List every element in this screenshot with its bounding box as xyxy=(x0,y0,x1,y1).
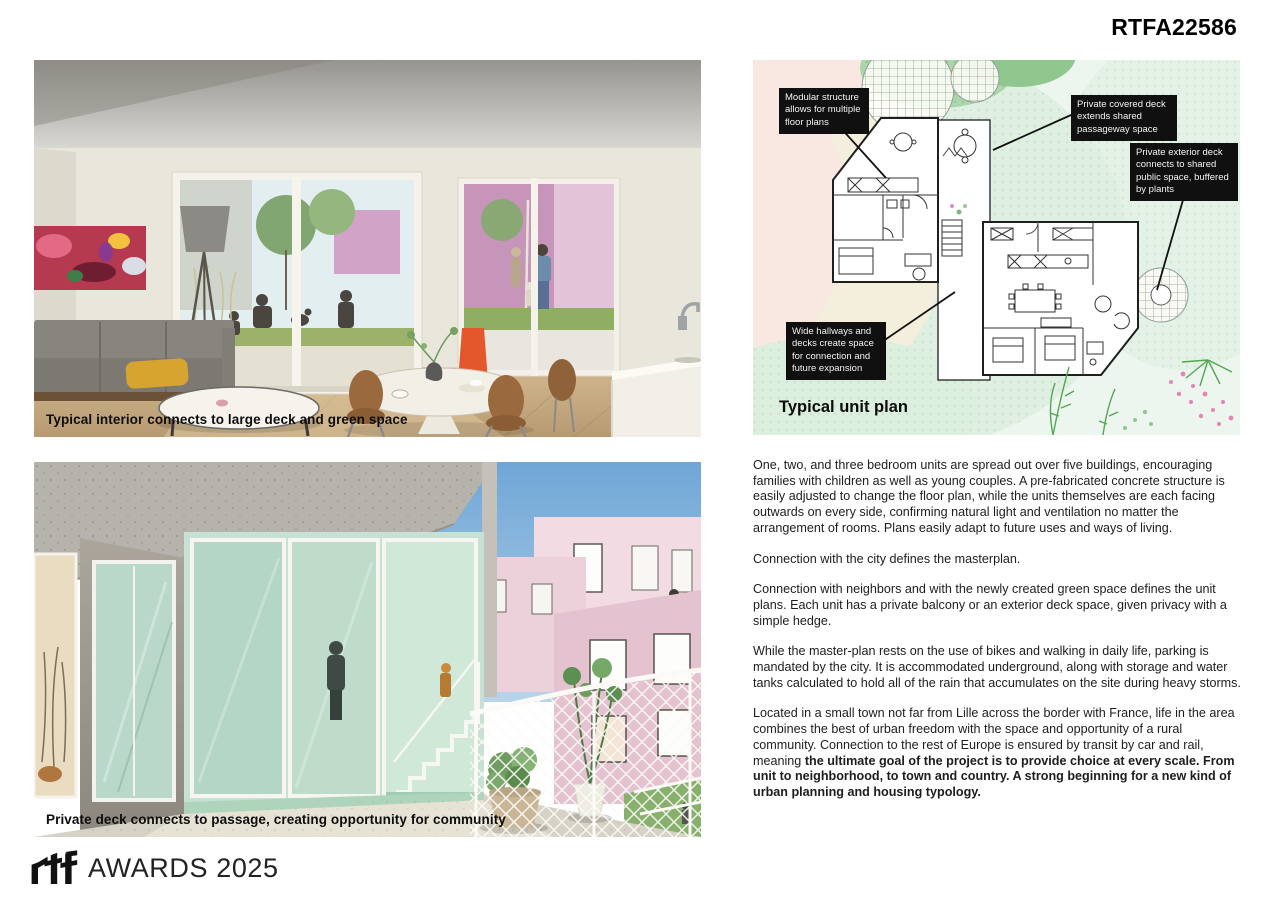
plan-caption: Typical unit plan xyxy=(779,398,908,416)
paragraph-location-bold: the ultimate goal of the project is to provide choice at every scale. From unit to neighborhood, to town and country. A strong beginning for a new kind of urban planning and housing typology. xyxy=(753,753,1235,799)
wall-art xyxy=(34,226,146,290)
concrete-column xyxy=(482,462,497,697)
plan-annotation-modular: Modular structure allows for multiple floor plans xyxy=(779,88,869,134)
unit-plan-panel xyxy=(753,60,1240,435)
paragraph-parking: While the master-plan rests on the use of bikes and walking in daily life, parking is mandated by the city. It is accommodated underground, along with storage and water tanks calculated to hold all of the rain that accumulates on the site during heavy storms. xyxy=(753,644,1241,690)
paragraph-location xyxy=(753,706,1245,800)
exterior-caption: Private deck connects to passage, creating opportunity for community xyxy=(46,812,506,827)
yellow-pillow xyxy=(125,358,189,389)
exterior-illustration xyxy=(34,462,701,837)
footer xyxy=(30,845,279,891)
plan-annotation-exterior-deck: Private exterior deck connects to shared public space, buffered by plants xyxy=(1130,143,1238,201)
left-door xyxy=(34,554,76,797)
wall-glass-panel xyxy=(94,562,174,800)
entry-code: RTFA22586 xyxy=(1111,14,1237,40)
paragraph-city: Connection with the city defines the masterplan. xyxy=(753,551,1021,566)
project-description xyxy=(753,458,1245,816)
paragraph-location-regular: Located in a small town not far from Lille across the border with France, life in the area combines the best of urban freedom with the space and opportunity of a rural community. Connection to the rest of Europe is ensured by transit by car and rail, meaning xyxy=(753,706,1235,768)
wood-chair-front-right xyxy=(486,375,526,437)
interior-illustration xyxy=(34,60,701,437)
paragraph-units: One, two, and three bedroom units are spread out over five buildings, encouraging families with children as well as young couples. A pre-fabricated concrete structure is easily adjusted to change the floor plan, while the units themselves are each facing outwards on every side, confirming natural light and ventilation no matter the arrangement of rooms. Plans easily adapt to future uses and ways of living. xyxy=(753,458,1225,535)
floor-plan-unit-2 xyxy=(983,222,1138,375)
rtf-logo xyxy=(30,848,78,888)
plan-annotation-hallways: Wide hallways and decks create space for connection and future expansion xyxy=(786,322,886,380)
exterior-rendering xyxy=(34,462,701,837)
interior-caption: Typical interior connects to large deck and green space xyxy=(46,412,408,427)
paragraph-neighbors: Connection with neighbors and with the newly created green space defines the unit plans. Each unit has a private balcony or an exterior deck space, given privacy with a simple hedge. xyxy=(753,582,1227,628)
plan-annotation-covered-deck: Private covered deck extends shared passageway space xyxy=(1071,95,1177,141)
glass-passage-wall xyxy=(184,532,484,804)
awards-brand: AWARDS 2025 xyxy=(88,852,279,883)
interior-rendering xyxy=(34,60,701,437)
